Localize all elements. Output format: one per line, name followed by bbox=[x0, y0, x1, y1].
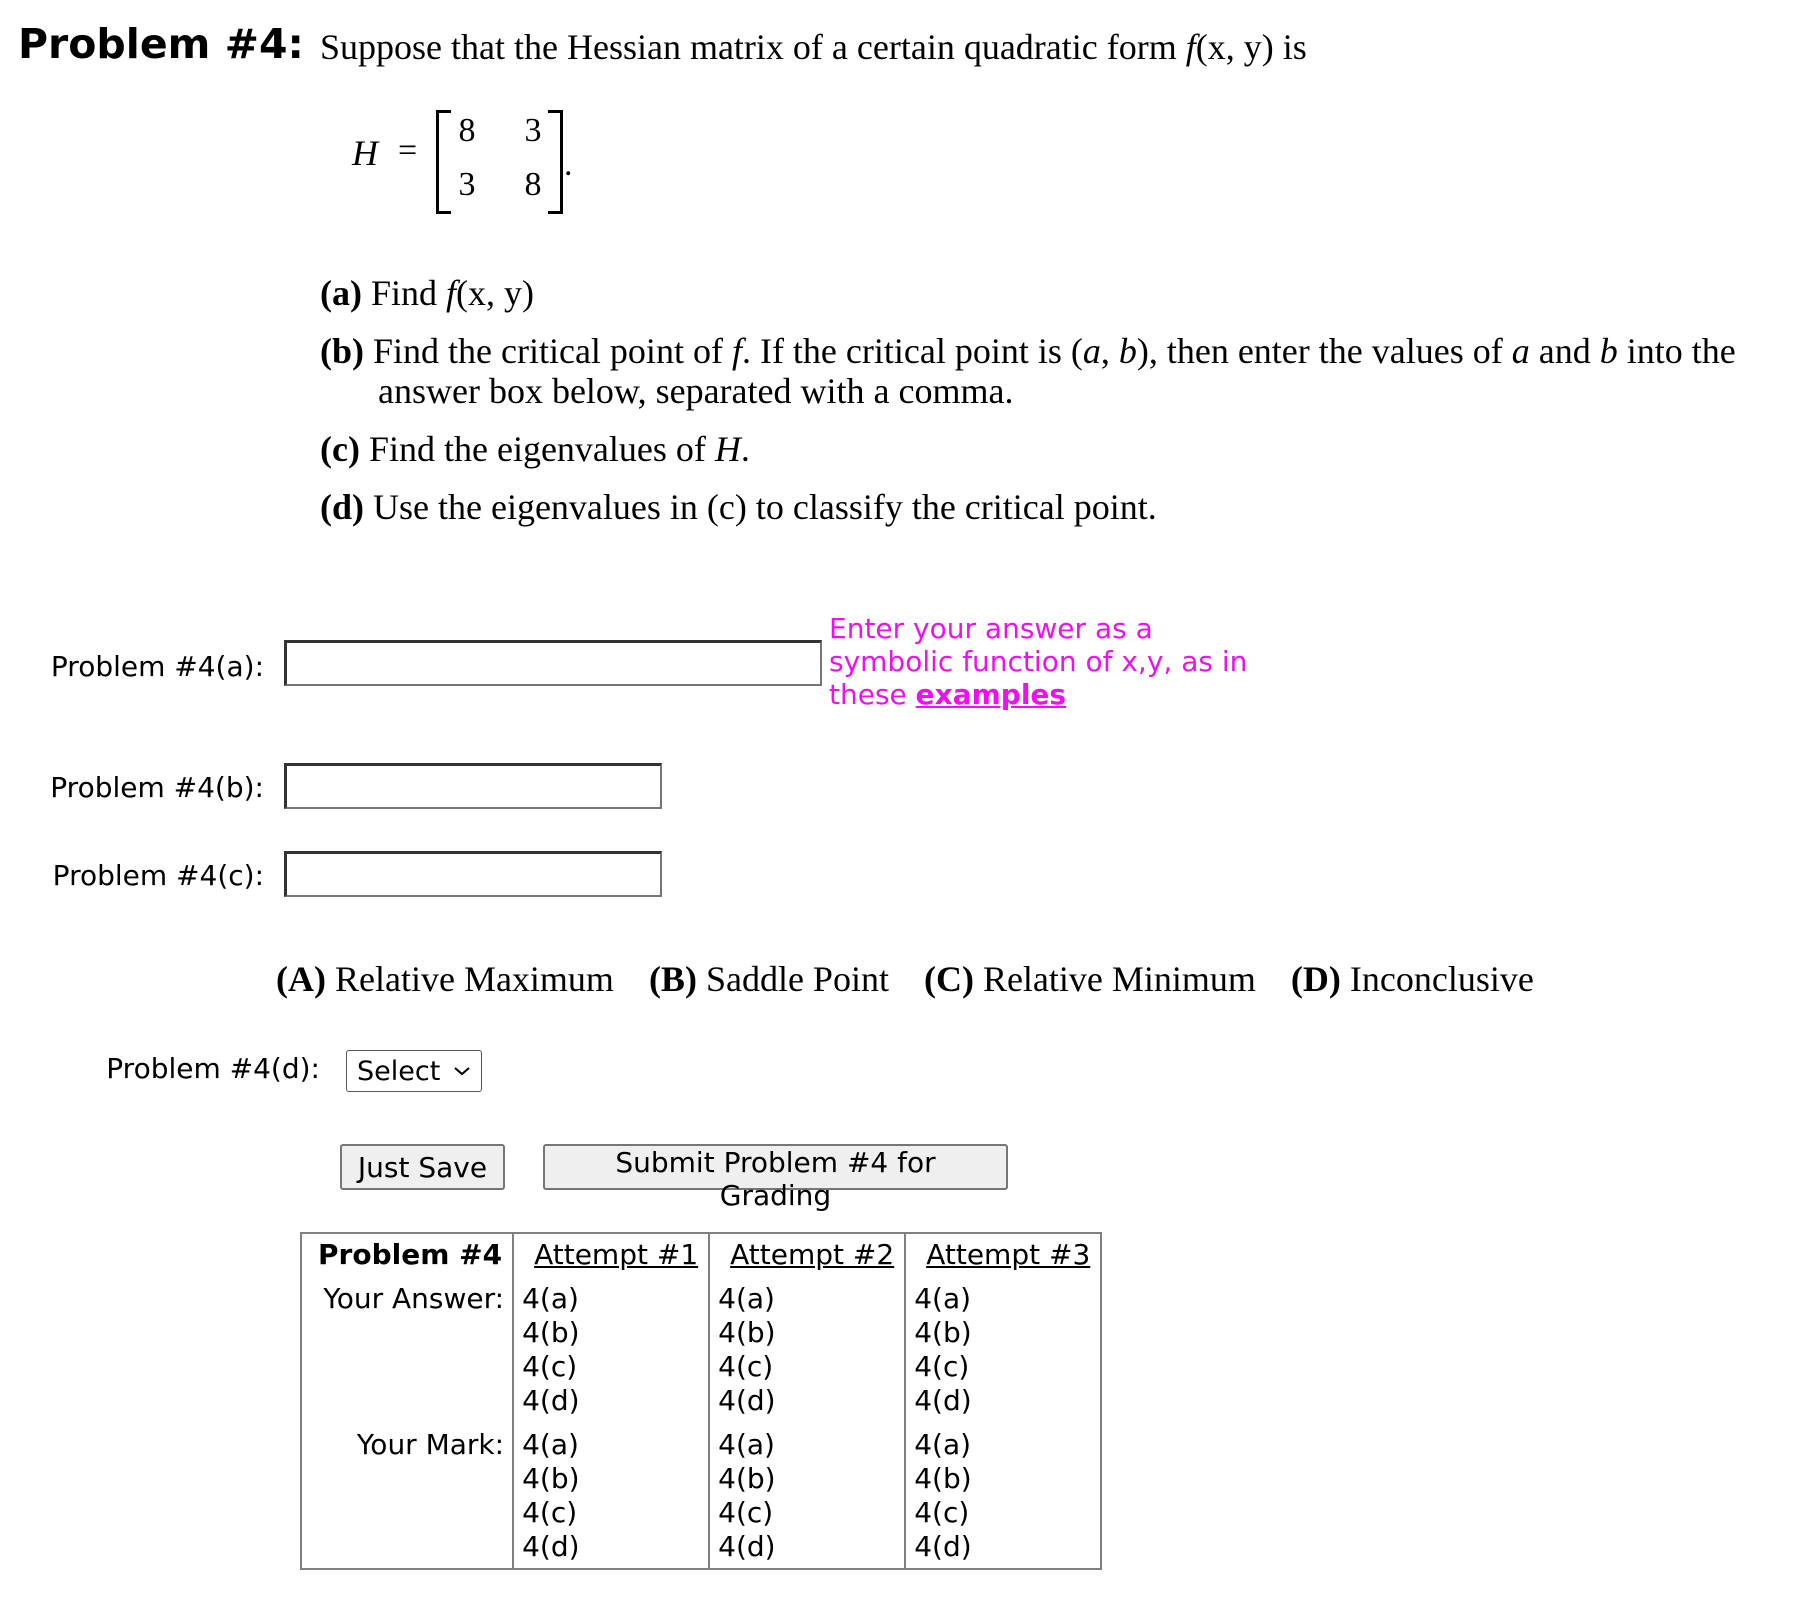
attempts-table bbox=[300, 1232, 1102, 1570]
matrix-cell: 3 bbox=[458, 166, 476, 203]
matrix-name: H bbox=[352, 133, 378, 173]
attempt-3-answers: 4(a) 4(b) 4(c) 4(d) bbox=[905, 1276, 1101, 1418]
attempt-1-marks: 4(a) 4(b) 4(c) 4(d) bbox=[513, 1418, 709, 1569]
matrix-cell: 8 bbox=[458, 112, 476, 149]
part-d: (d) Use the eigenvalues in (c) to classify the critical point. bbox=[320, 487, 1157, 527]
submit-button[interactable]: Submit Problem #4 for Grading bbox=[543, 1144, 1008, 1190]
mark-row bbox=[301, 1418, 1101, 1569]
part-a: (a) Find f(x, y) bbox=[320, 273, 535, 313]
part-b: (b) Find the critical point of f. If the critical point is (a, b), then enter the values of a and b into the bbox=[320, 331, 1736, 371]
answer-c-input[interactable] bbox=[284, 851, 662, 897]
answer-c-label: Problem #4(c): bbox=[52, 859, 264, 892]
choice-b: (B) Saddle Point bbox=[648, 959, 889, 999]
answer-a-label: Problem #4(a): bbox=[50, 650, 264, 683]
matrix-cell: 3 bbox=[524, 112, 542, 149]
attempts-header-row bbox=[301, 1233, 1101, 1276]
examples-link[interactable]: examples bbox=[915, 678, 1067, 711]
answer-b-label: Problem #4(b): bbox=[50, 771, 264, 804]
answer-b-input[interactable] bbox=[284, 763, 662, 809]
choice-a: (A) Relative Maximum bbox=[276, 959, 614, 999]
choice-d: (D) Inconclusive bbox=[1290, 959, 1534, 999]
attempt-3-marks: 4(a) 4(b) 4(c) 4(d) bbox=[905, 1418, 1101, 1569]
attempt-3-link[interactable]: Attempt #3 bbox=[905, 1233, 1101, 1276]
matrix-left-bracket bbox=[436, 110, 451, 214]
just-save-button[interactable]: Just Save bbox=[340, 1144, 505, 1190]
answer-d-label: Problem #4(d): bbox=[106, 1052, 320, 1085]
answer-d-select[interactable] bbox=[346, 1050, 482, 1092]
matrix-equals: = bbox=[398, 132, 418, 169]
attempt-2-answers: 4(a) 4(b) 4(c) 4(d) bbox=[709, 1276, 905, 1418]
problem-title: Problem #4: bbox=[18, 20, 304, 68]
answer-a-hint: Enter your answer as a symbolic function of x,y, as in these examples bbox=[829, 612, 1248, 711]
matrix-cell: 8 bbox=[524, 166, 542, 203]
matrix-period: . bbox=[564, 146, 573, 183]
matrix-right-bracket bbox=[548, 110, 563, 214]
chevron-down-icon bbox=[453, 1065, 471, 1077]
attempts-header: Problem #4 bbox=[318, 1238, 503, 1271]
part-c: (c) Find the eigenvalues of H. bbox=[320, 429, 750, 469]
part-b-continued: answer box below, separated with a comma. bbox=[378, 371, 1014, 411]
choice-c: (C) Relative Minimum bbox=[923, 959, 1256, 999]
select-value: Select bbox=[357, 1055, 441, 1087]
attempt-2-marks: 4(a) 4(b) 4(c) 4(d) bbox=[709, 1418, 905, 1569]
problem-statement: Suppose that the Hessian matrix of a certain quadratic form f(x, y) is bbox=[320, 27, 1307, 67]
classification-choices bbox=[276, 958, 1560, 1000]
your-mark-label: Your Mark: bbox=[356, 1428, 505, 1461]
answer-row bbox=[301, 1276, 1101, 1418]
your-answer-label: Your Answer: bbox=[323, 1282, 505, 1315]
attempt-1-answers: 4(a) 4(b) 4(c) 4(d) bbox=[513, 1276, 709, 1418]
attempt-2-link[interactable]: Attempt #2 bbox=[709, 1233, 905, 1276]
attempt-1-link[interactable]: Attempt #1 bbox=[513, 1233, 709, 1276]
answer-a-input[interactable] bbox=[284, 640, 822, 686]
